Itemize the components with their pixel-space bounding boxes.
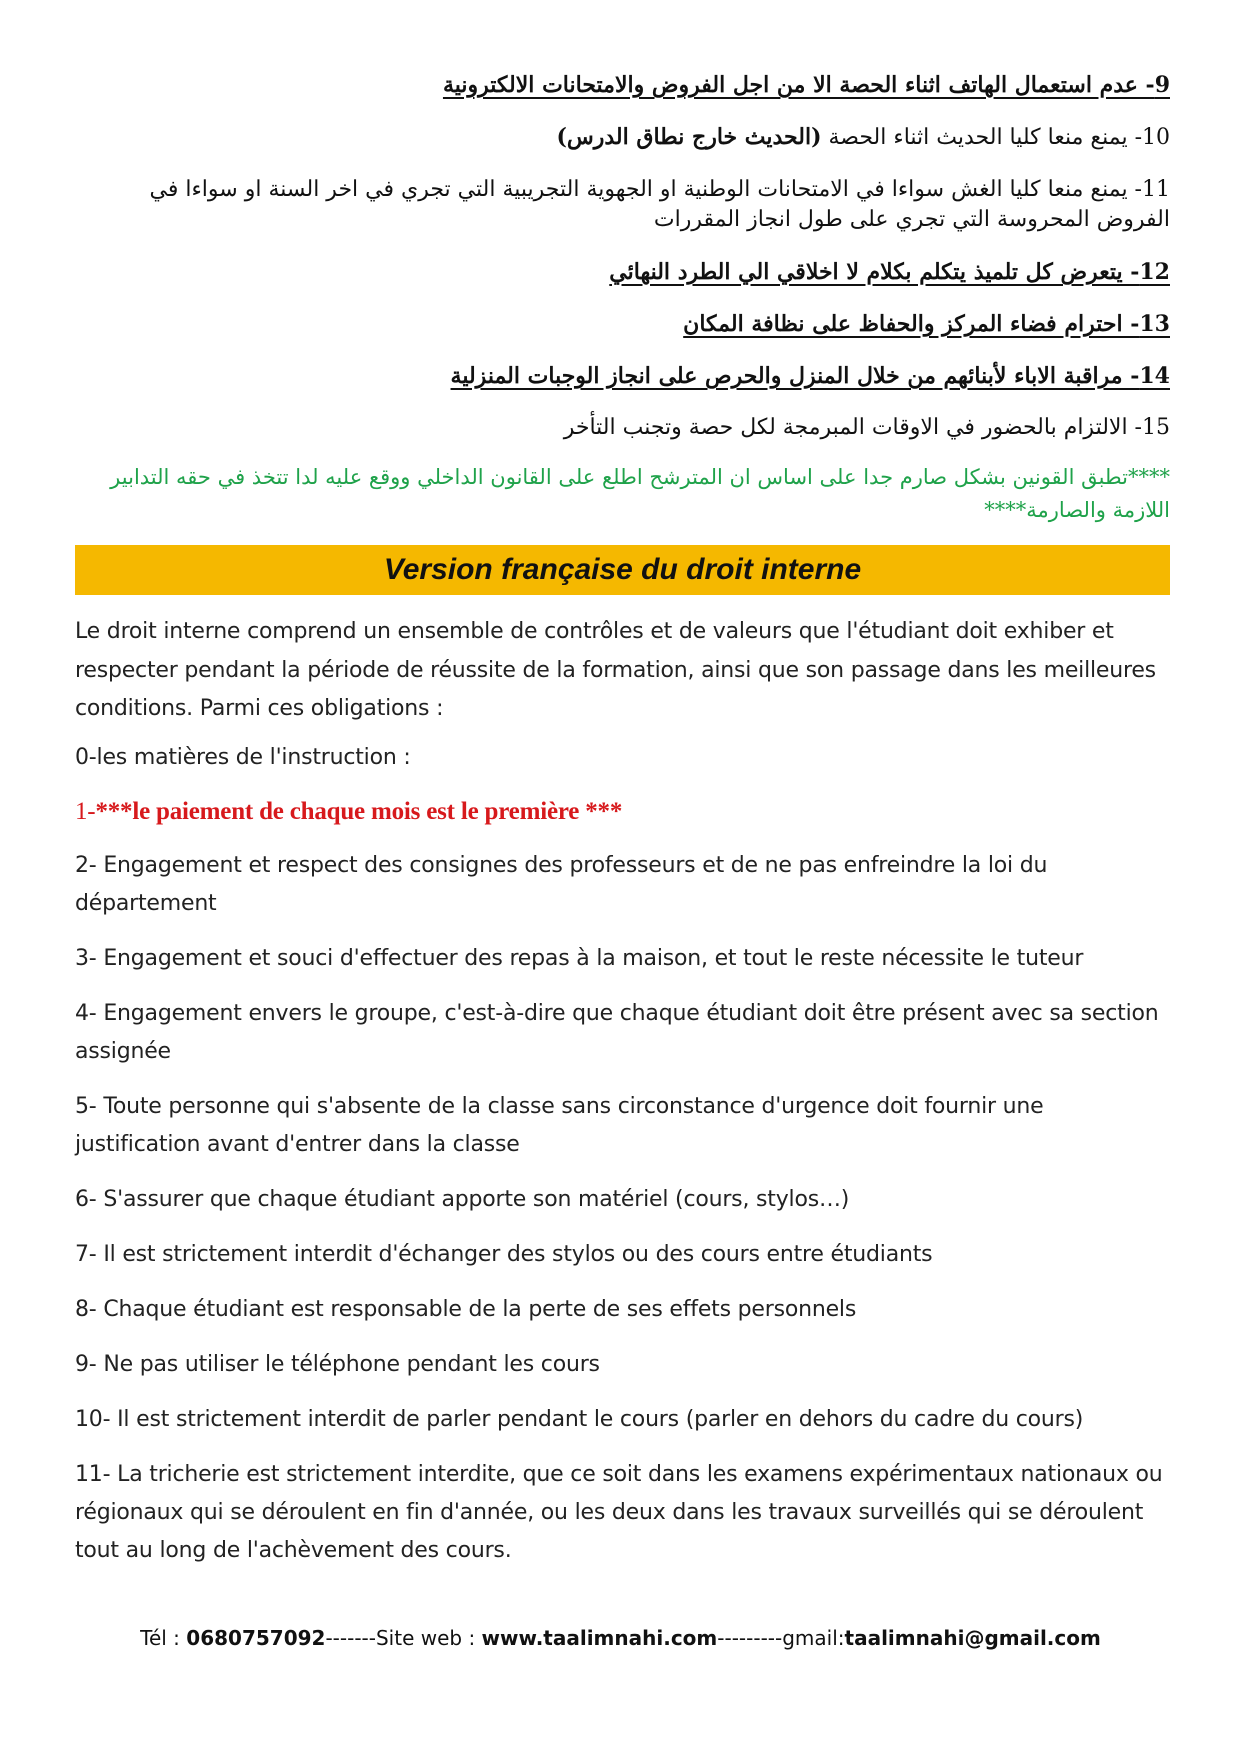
footer-phone: 0680757092 [186,1626,326,1650]
rule-text: Engagement et souci d'effectuer des repas à la maison, et tout le reste nécessite le tuteur [96,945,1084,971]
rule-number: 2- [75,852,97,878]
arabic-rule-14: 14- مراقبة الاباء لأبنائهم من خلال المنزل والحرص على انجاز الوجبات المنزلية [450,363,1170,389]
french-rule-11 [75,1456,1170,1570]
rule-text: Engagement envers le groupe, c'est-à-dire que chaque étudiant doit être présent avec sa section assignée [75,1000,1159,1064]
rule-text: Toute personne qui s'absente de la classe sans circonstance d'urgence doit fournir une justification avant d'entrer dans la classe [75,1093,1044,1157]
arabic-rule-13: 13- احترام فضاء المركز والحفاظ على نظافة المكان [683,311,1170,337]
rule-text: Il est strictement interdit de parler pendant le cours (parler en dehors du cadre du cours) [110,1406,1084,1432]
banner-title: Version française du droit interne [383,553,862,586]
french-rule-7 [75,1236,1170,1274]
french-intro: Le droit interne comprend un ensemble de contrôles et de valeurs que l'étudiant doit exhiber et respecter pendant la période de réussite de la formation, ainsi que son passage dans les meilleures conditions. Parmi ces obligations : [75,619,1156,721]
french-rule-1-num: 1- [75,797,96,825]
section-banner [75,545,1170,595]
french-rule-6 [75,1181,1170,1219]
footer-website-link[interactable]: www.taalimnahi.com [481,1626,718,1650]
french-rule-0: 0-les matières de l'instruction : [75,744,411,770]
rule-text: La tricherie est strictement interdite, que ce soit dans les examens expérimentaux nationaux ou régionaux qui se déroulent en fin d'année, ou les deux dans les travaux surveillés qui se déroulent tout au long de l'achèvement des cours. [75,1461,1163,1563]
arabic-rule-10-text: 10- يمنع منعا كليا الحديث اثناء الحصة [821,125,1170,150]
document-page [75,70,1170,1587]
rule-text: Il est strictement interdit d'échanger des stylos ou des cours entre étudiants [96,1241,933,1267]
rule-text: S'assurer que chaque étudiant apporte son matériel (cours, stylos…) [96,1186,850,1212]
french-rule-4 [75,995,1170,1071]
french-rule-1-text: ***le paiement de chaque mois est le première *** [95,797,623,825]
rule-number: 6- [75,1186,97,1212]
rule-number: 4- [75,1000,97,1026]
footer-sep-1: -------Site web : [325,1626,482,1650]
french-rules [75,613,1170,1570]
arabic-rule-11: 11- يمنع منعا كليا الغش سواءا في الامتحانات الوطنية او الجهوية التجريبية التي تجري في اخر السنة او سواءا في الفروض المحروسة التي تجري على طول انجاز المقررات [149,177,1170,232]
arabic-rule-12: 12- يتعرض كل تلميذ يتكلم بكلام لا اخلاقي الي الطرد النهائي [609,259,1170,285]
french-rule-5 [75,1088,1170,1164]
rule-text: Ne pas utiliser le téléphone pendant les cours [96,1351,600,1377]
footer-sep-2: ---------gmail: [717,1626,845,1650]
french-rule-9 [75,1346,1170,1384]
french-rule-2 [75,847,1170,923]
arabic-enforcement-note: ****تطبق القونين بشكل صارم جدا على اساس ان المترشح اطلع على القانون الداخلي ووقع عليه لدا تتخذ في حقه التدابير اللازمة والصارمة**** [110,465,1170,522]
rule-number: 8- [75,1296,97,1322]
rule-number: 5- [75,1093,97,1119]
footer-tel-label: Tél : [140,1626,187,1650]
arabic-rules [75,70,1170,527]
rule-text: Engagement et respect des consignes des professeurs et de ne pas enfreindre la loi du département [75,852,1048,916]
french-rule-3 [75,940,1170,978]
arabic-rule-10-bold: (الحديث خارج نطاق الدرس) [556,124,822,150]
footer-email-link[interactable]: taalimnahi@gmail.com [844,1626,1101,1650]
arabic-rule-10 [75,122,1170,153]
rule-number: 3- [75,945,97,971]
rule-text: Chaque étudiant est responsable de la perte de ses effets personnels [96,1296,857,1322]
rule-number: 11- [75,1461,111,1487]
french-rule-10 [75,1401,1170,1439]
arabic-rule-9: 9- عدم استعمال الهاتف اثناء الحصة الا من اجل الفروض والامتحانات الالكترونية [442,72,1170,98]
arabic-rule-15: 15- الالتزام بالحضور في الاوقات المبرمجة لكل حصة وتجنب التأخر [563,415,1170,440]
french-rule-1 [75,794,1170,830]
rule-number: 10- [75,1406,111,1432]
contact-footer [0,1626,1241,1650]
rule-number: 7- [75,1241,97,1267]
french-rule-8 [75,1291,1170,1329]
rule-number: 9- [75,1351,97,1377]
